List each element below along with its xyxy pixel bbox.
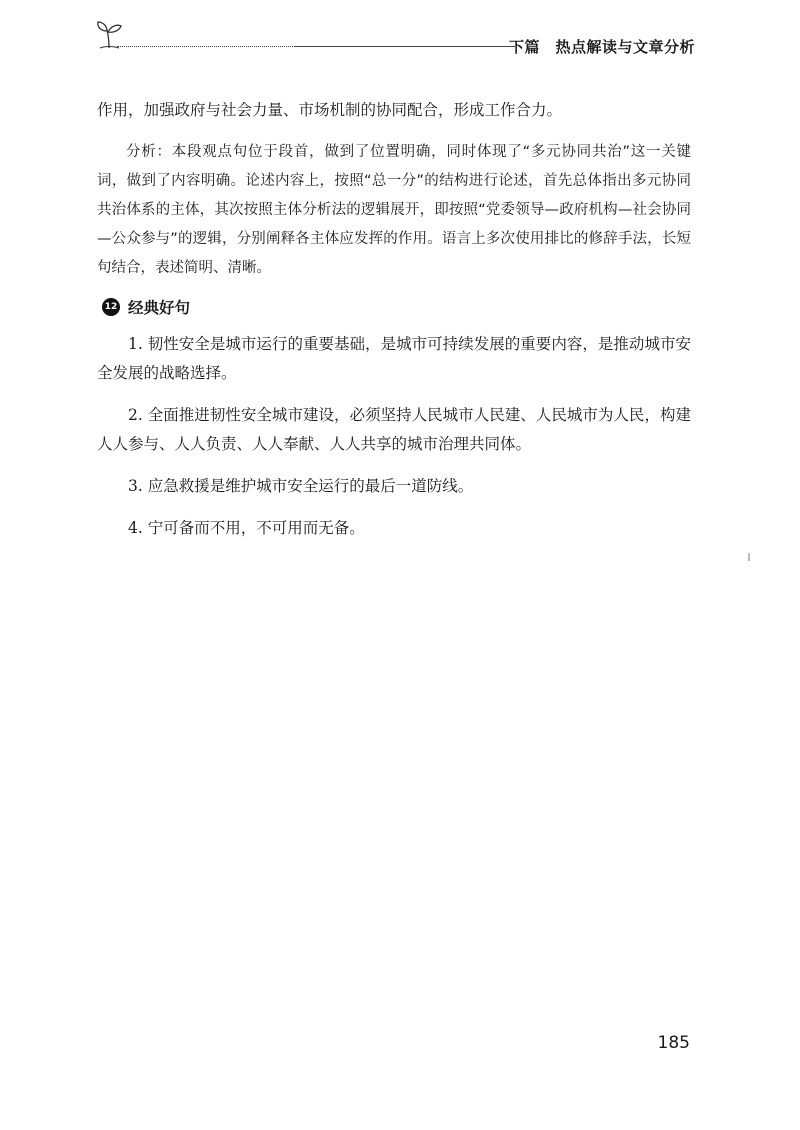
continuation-paragraph: 作用，加强政府与社会力量、市场机制的协同配合，形成工作合力。 — [97, 101, 563, 119]
page-number: 185 — [657, 1033, 690, 1053]
section-number-badge: 12 — [102, 298, 120, 316]
quote-item: 3. 应急救援是维护城市安全运行的最后一道防线。 — [128, 477, 474, 495]
quote-item: 2. 全面推进韧性安全城市建设，必须坚持人民城市人民建、人民城市为人民，构建人人参与、人人负责、人人奉献、人人共享的城市治理共同体。 — [97, 406, 691, 453]
running-header-title: 下篇 热点解读与文章分析 — [508, 38, 695, 56]
quote-item: 4. 宁可备而不用，不可用而无备。 — [128, 519, 365, 537]
page-body — [97, 96, 691, 556]
analysis-paragraph: 分析：本段观点句位于段首，做到了位置明确，同时体现了“多元协同共治”这一关键词，做到了内容明确。论述内容上，按照“总一分”的结构进行论述，首先总体指出多元协同共治体系的主体，其次按照主体分析法的逻辑展开，即按照“党委领导—政府机构—社会协同—公众参与”的逻辑，分别阐释各主体应发挥的作用。语言上多次使用排比的修辞手法，长短句结合，表述简明、清晰。 — [97, 144, 691, 276]
section-title: 经典好句 — [128, 299, 191, 317]
scan-artifact — [748, 553, 750, 561]
page-header — [95, 18, 695, 58]
header-rule — [295, 46, 515, 47]
section-heading — [102, 296, 691, 318]
quote-item: 1. 韧性安全是城市运行的重要基础，是城市可持续发展的重要内容，是推动城市安全发展的战略选择。 — [97, 335, 691, 382]
